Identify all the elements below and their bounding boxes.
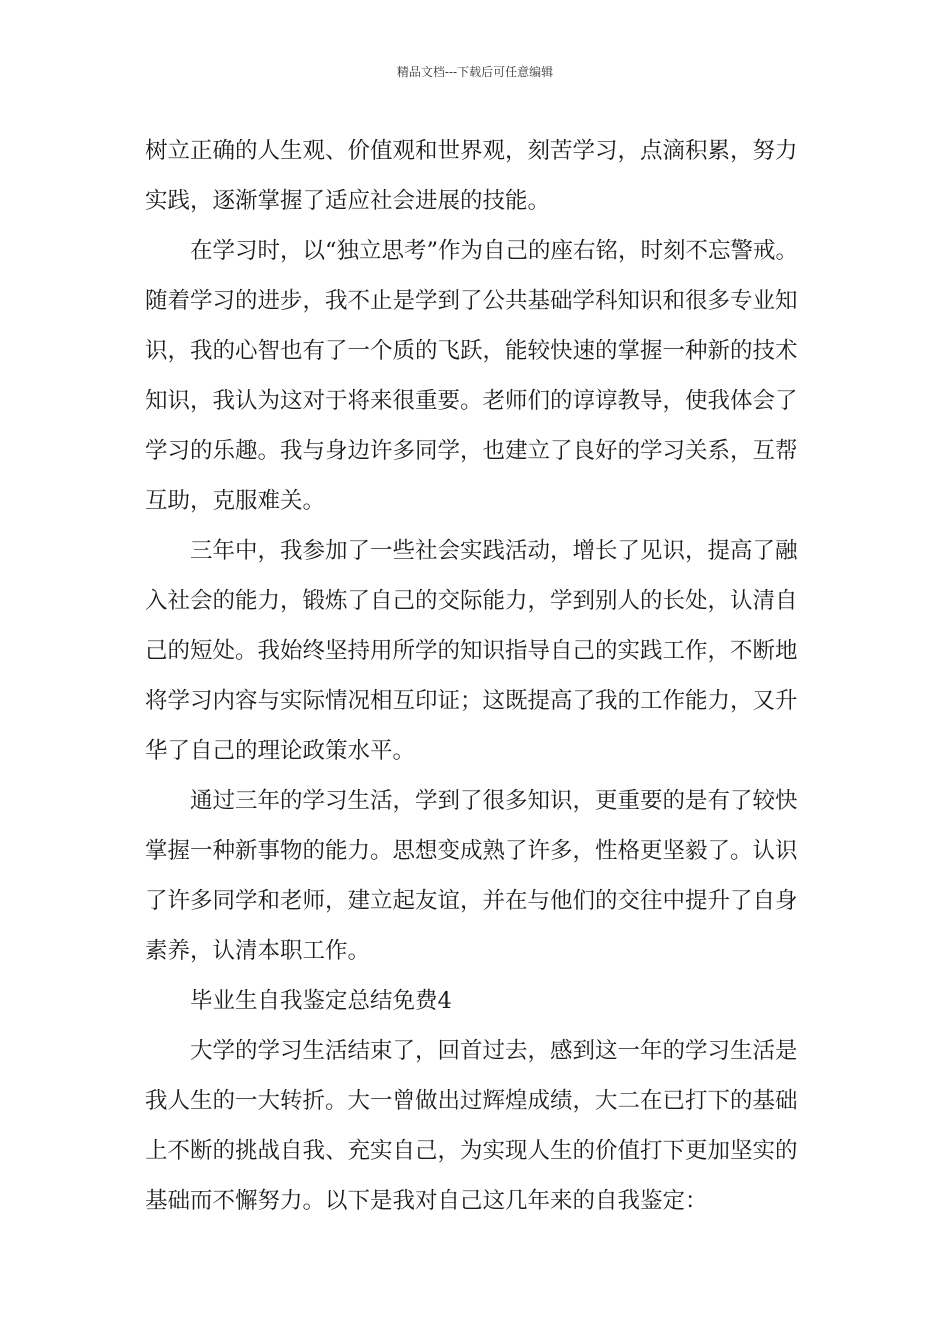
text-line: 识，我的心智也有了一个质的飞跃，能较快速的掌握一种新的技术 (145, 338, 798, 364)
document-body (145, 126, 827, 1226)
text-line: 在学习时，以“独立思考”作为自己的座右铭，时刻不忘警戒。 (190, 238, 799, 264)
text-line: 互助，克服难关。 (145, 488, 326, 514)
text-line: 毕业生自我鉴定总结免费4 (190, 988, 452, 1014)
text-line: 素养，认清本职工作。 (145, 938, 371, 964)
text-line: 随着学习的进步，我不止是学到了公共基础学科知识和很多专业知 (145, 288, 798, 314)
text-line: 通过三年的学习生活，学到了很多知识，更重要的是有了较快 (190, 788, 798, 814)
text-line: 实践，逐渐掌握了适应社会进展的技能。 (145, 188, 551, 214)
text-line: 三年中，我参加了一些社会实践活动，增长了见识，提高了融 (190, 538, 798, 564)
text-line: 我人生的一大转折。大一曾做出过辉煌成绩，大二在已打下的基础 (145, 1088, 798, 1114)
text-line: 己的短处。我始终坚持用所学的知识指导自己的实践工作，不断地 (145, 638, 798, 664)
text-line: 学习的乐趣。我与身边许多同学，也建立了良好的学习关系，互帮 (145, 438, 798, 464)
text-line: 华了自己的理论政策水平。 (145, 738, 416, 764)
page-header: 精品文档---下载后可任意编辑 (396, 65, 554, 79)
text-line: 掌握一种新事物的能力。思想变成熟了许多，性格更坚毅了。认识 (145, 838, 798, 864)
text-line: 树立正确的人生观、价值观和世界观，刻苦学习，点滴积累，努力 (145, 138, 798, 164)
text-line: 上不断的挑战自我、充实自己，为实现人生的价值打下更加坚实的 (145, 1138, 798, 1164)
text-line: 基础而不懈努力。以下是我对自己这几年来的自我鉴定： (145, 1188, 708, 1214)
text-line: 大学的学习生活结束了，回首过去，感到这一年的学习生活是 (190, 1038, 798, 1064)
text-line: 将学习内容与实际情况相互印证；这既提高了我的工作能力，又升 (145, 688, 798, 714)
text-line: 入社会的能力，锻炼了自己的交际能力，学到别人的长处，认清自 (145, 588, 798, 614)
text-line: 知识，我认为这对于将来很重要。老师们的谆谆教导，使我体会了 (145, 388, 798, 414)
text-line: 了许多同学和老师，建立起友谊，并在与他们的交往中提升了自身 (145, 888, 798, 914)
